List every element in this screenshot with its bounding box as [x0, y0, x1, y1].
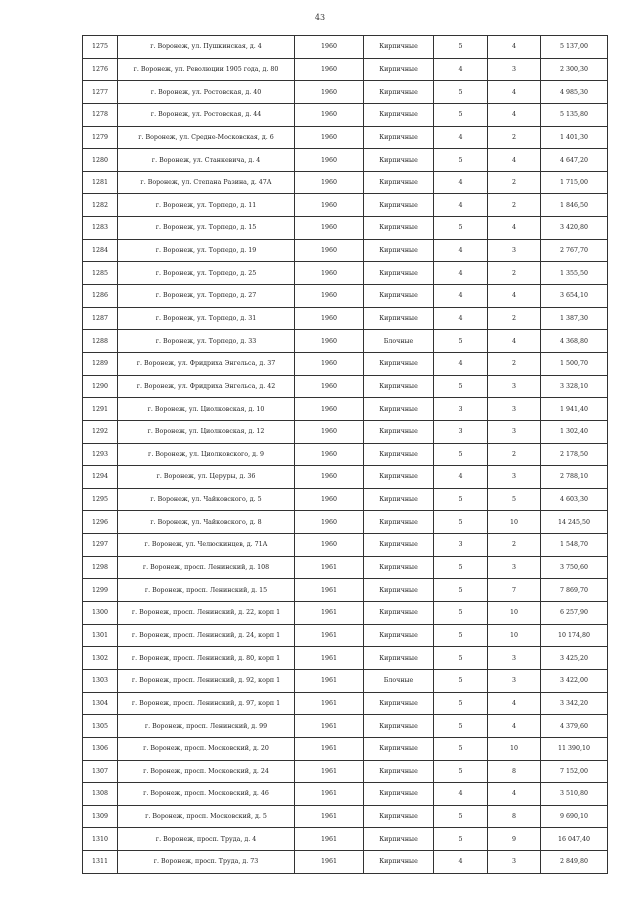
address-cell: г. Воронеж, ул. Средне-Московская, д. 6	[118, 126, 295, 149]
wall-material-cell: Кирпичные	[364, 307, 434, 330]
row-number-cell: 1290	[83, 375, 118, 398]
row-number-cell: 1301	[83, 624, 118, 647]
year-cell: 1961	[295, 624, 364, 647]
area-cell: 4 985,30	[541, 81, 608, 104]
wall-material-cell: Кирпичные	[364, 783, 434, 806]
year-cell: 1960	[295, 171, 364, 194]
address-cell: г. Воронеж, ул. Торпедо, д. 31	[118, 307, 295, 330]
address-cell: г. Воронеж, ул. Торпедо, д. 11	[118, 194, 295, 217]
floors-cell: 4	[434, 851, 488, 874]
row-number-cell: 1302	[83, 647, 118, 670]
wall-material-cell: Кирпичные	[364, 647, 434, 670]
table-row	[83, 556, 608, 579]
area-cell: 1 715,00	[541, 171, 608, 194]
row-number-cell: 1309	[83, 805, 118, 828]
row-number-cell: 1283	[83, 217, 118, 240]
year-cell: 1960	[295, 420, 364, 443]
table-row	[83, 81, 608, 104]
year-cell: 1960	[295, 103, 364, 126]
wall-material-cell: Кирпичные	[364, 579, 434, 602]
entrances-cell: 4	[488, 103, 541, 126]
area-cell: 2 849,80	[541, 851, 608, 874]
floors-cell: 3	[434, 534, 488, 557]
address-cell: г. Воронеж, ул. Торпедо, д. 33	[118, 330, 295, 353]
table-row	[83, 783, 608, 806]
entrances-cell: 10	[488, 624, 541, 647]
area-cell: 3 750,60	[541, 556, 608, 579]
table-row	[83, 602, 608, 625]
entrances-cell: 4	[488, 715, 541, 738]
wall-material-cell: Кирпичные	[364, 194, 434, 217]
floors-cell: 5	[434, 556, 488, 579]
table-body	[83, 36, 608, 874]
area-cell: 14 245,50	[541, 511, 608, 534]
wall-material-cell: Кирпичные	[364, 534, 434, 557]
wall-material-cell: Кирпичные	[364, 262, 434, 285]
entrances-cell: 3	[488, 375, 541, 398]
year-cell: 1961	[295, 737, 364, 760]
address-cell: г. Воронеж, просп. Ленинский, д. 92, корп 1	[118, 669, 295, 692]
year-cell: 1961	[295, 851, 364, 874]
address-cell: г. Воронеж, ул. Степана Разина, д. 47А	[118, 171, 295, 194]
table-row	[83, 217, 608, 240]
floors-cell: 5	[434, 330, 488, 353]
table-row	[83, 375, 608, 398]
address-cell: г. Воронеж, просп. Ленинский, д. 97, корп 1	[118, 692, 295, 715]
table-row	[83, 58, 608, 81]
address-cell: г. Воронеж, просп. Ленинский, д. 99	[118, 715, 295, 738]
year-cell: 1960	[295, 511, 364, 534]
wall-material-cell: Кирпичные	[364, 420, 434, 443]
area-cell: 7 869,70	[541, 579, 608, 602]
year-cell: 1960	[295, 534, 364, 557]
floors-cell: 4	[434, 783, 488, 806]
floors-cell: 5	[434, 443, 488, 466]
table-row	[83, 352, 608, 375]
table-row	[83, 398, 608, 421]
row-number-cell: 1299	[83, 579, 118, 602]
wall-material-cell: Кирпичные	[364, 511, 434, 534]
year-cell: 1960	[295, 36, 364, 59]
area-cell: 4 379,60	[541, 715, 608, 738]
floors-cell: 4	[434, 285, 488, 308]
address-cell: г. Воронеж, ул. Торпедо, д. 25	[118, 262, 295, 285]
area-cell: 1 401,30	[541, 126, 608, 149]
area-cell: 1 387,30	[541, 307, 608, 330]
entrances-cell: 3	[488, 647, 541, 670]
address-cell: г. Воронеж, ул. Чайковского, д. 8	[118, 511, 295, 534]
year-cell: 1961	[295, 647, 364, 670]
wall-material-cell: Кирпичные	[364, 443, 434, 466]
year-cell: 1961	[295, 579, 364, 602]
area-cell: 4 647,20	[541, 149, 608, 172]
row-number-cell: 1305	[83, 715, 118, 738]
floors-cell: 5	[434, 669, 488, 692]
address-cell: г. Воронеж, просп. Ленинский, д. 15	[118, 579, 295, 602]
floors-cell: 5	[434, 579, 488, 602]
address-cell: г. Воронеж, ул. Циолковская, д. 12	[118, 420, 295, 443]
row-number-cell: 1279	[83, 126, 118, 149]
row-number-cell: 1304	[83, 692, 118, 715]
entrances-cell: 3	[488, 58, 541, 81]
row-number-cell: 1278	[83, 103, 118, 126]
entrances-cell: 4	[488, 36, 541, 59]
year-cell: 1960	[295, 194, 364, 217]
row-number-cell: 1295	[83, 488, 118, 511]
table-row	[83, 715, 608, 738]
row-number-cell: 1287	[83, 307, 118, 330]
wall-material-cell: Кирпичные	[364, 466, 434, 489]
table-row	[83, 285, 608, 308]
address-cell: г. Воронеж, просп. Ленинский, д. 80, корп 1	[118, 647, 295, 670]
table-row	[83, 307, 608, 330]
row-number-cell: 1308	[83, 783, 118, 806]
year-cell: 1961	[295, 760, 364, 783]
area-cell: 10 174,80	[541, 624, 608, 647]
floors-cell: 5	[434, 217, 488, 240]
table-row	[83, 737, 608, 760]
entrances-cell: 2	[488, 194, 541, 217]
year-cell: 1961	[295, 783, 364, 806]
year-cell: 1961	[295, 602, 364, 625]
floors-cell: 5	[434, 760, 488, 783]
row-number-cell: 1306	[83, 737, 118, 760]
address-cell: г. Воронеж, ул. Фридриха Энгельса, д. 42	[118, 375, 295, 398]
area-cell: 3 510,80	[541, 783, 608, 806]
row-number-cell: 1293	[83, 443, 118, 466]
wall-material-cell: Кирпичные	[364, 352, 434, 375]
area-cell: 3 422,00	[541, 669, 608, 692]
year-cell: 1960	[295, 330, 364, 353]
entrances-cell: 4	[488, 783, 541, 806]
page-number: 43	[314, 13, 326, 22]
area-cell: 5 137,00	[541, 36, 608, 59]
row-number-cell: 1292	[83, 420, 118, 443]
entrances-cell: 4	[488, 217, 541, 240]
area-cell: 1 355,50	[541, 262, 608, 285]
entrances-cell: 4	[488, 81, 541, 104]
area-cell: 2 788,10	[541, 466, 608, 489]
floors-cell: 5	[434, 715, 488, 738]
year-cell: 1960	[295, 488, 364, 511]
floors-cell: 5	[434, 36, 488, 59]
entrances-cell: 4	[488, 692, 541, 715]
floors-cell: 4	[434, 262, 488, 285]
area-cell: 1 500,70	[541, 352, 608, 375]
area-cell: 6 257,90	[541, 602, 608, 625]
row-number-cell: 1285	[83, 262, 118, 285]
wall-material-cell: Кирпичные	[364, 239, 434, 262]
wall-material-cell: Кирпичные	[364, 692, 434, 715]
entrances-cell: 3	[488, 420, 541, 443]
floors-cell: 4	[434, 58, 488, 81]
address-cell: г. Воронеж, ул. Ростовская, д. 44	[118, 103, 295, 126]
wall-material-cell: Кирпичные	[364, 737, 434, 760]
table-row	[83, 488, 608, 511]
wall-material-cell: Кирпичные	[364, 760, 434, 783]
entrances-cell: 3	[488, 669, 541, 692]
area-cell: 1 548,70	[541, 534, 608, 557]
area-cell: 3 425,20	[541, 647, 608, 670]
entrances-cell: 2	[488, 171, 541, 194]
table-row	[83, 420, 608, 443]
floors-cell: 4	[434, 194, 488, 217]
area-cell: 2 300,30	[541, 58, 608, 81]
table-row	[83, 692, 608, 715]
year-cell: 1960	[295, 217, 364, 240]
wall-material-cell: Кирпичные	[364, 602, 434, 625]
entrances-cell: 7	[488, 579, 541, 602]
year-cell: 1960	[295, 262, 364, 285]
address-cell: г. Воронеж, ул. Циолковская, д. 10	[118, 398, 295, 421]
wall-material-cell: Кирпичные	[364, 36, 434, 59]
address-cell: г. Воронеж, просп. Московский, д. 24	[118, 760, 295, 783]
area-cell: 11 390,10	[541, 737, 608, 760]
table-row	[83, 126, 608, 149]
year-cell: 1960	[295, 375, 364, 398]
address-cell: г. Воронеж, ул. Ростовская, д. 40	[118, 81, 295, 104]
area-cell: 4 603,30	[541, 488, 608, 511]
table-row	[83, 36, 608, 59]
row-number-cell: 1276	[83, 58, 118, 81]
row-number-cell: 1311	[83, 851, 118, 874]
table-row	[83, 171, 608, 194]
address-cell: г. Воронеж, ул. Торпедо, д. 19	[118, 239, 295, 262]
year-cell: 1960	[295, 443, 364, 466]
row-number-cell: 1280	[83, 149, 118, 172]
entrances-cell: 10	[488, 511, 541, 534]
address-cell: г. Воронеж, просп. Московский, д. 46	[118, 783, 295, 806]
table-row	[83, 828, 608, 851]
year-cell: 1961	[295, 828, 364, 851]
wall-material-cell: Кирпичные	[364, 624, 434, 647]
table-row	[83, 149, 608, 172]
address-cell: г. Воронеж, просп. Московский, д. 20	[118, 737, 295, 760]
floors-cell: 4	[434, 352, 488, 375]
table-row	[83, 443, 608, 466]
entrances-cell: 2	[488, 262, 541, 285]
area-cell: 3 420,80	[541, 217, 608, 240]
wall-material-cell: Кирпичные	[364, 171, 434, 194]
entrances-cell: 3	[488, 466, 541, 489]
floors-cell: 4	[434, 126, 488, 149]
row-number-cell: 1303	[83, 669, 118, 692]
wall-material-cell: Блочные	[364, 669, 434, 692]
address-cell: г. Воронеж, ул. Церуры, д. 36	[118, 466, 295, 489]
address-cell: г. Воронеж, просп. Труда, д. 73	[118, 851, 295, 874]
entrances-cell: 2	[488, 307, 541, 330]
floors-cell: 5	[434, 805, 488, 828]
address-cell: г. Воронеж, просп. Ленинский, д. 24, корп 1	[118, 624, 295, 647]
entrances-cell: 8	[488, 805, 541, 828]
address-cell: г. Воронеж, ул. Торпедо, д. 27	[118, 285, 295, 308]
floors-cell: 5	[434, 602, 488, 625]
wall-material-cell: Кирпичные	[364, 851, 434, 874]
entrances-cell: 3	[488, 239, 541, 262]
row-number-cell: 1291	[83, 398, 118, 421]
year-cell: 1960	[295, 149, 364, 172]
address-cell: г. Воронеж, просп. Ленинский, д. 22, корп 1	[118, 602, 295, 625]
floors-cell: 5	[434, 737, 488, 760]
area-cell: 1 941,40	[541, 398, 608, 421]
address-cell: г. Воронеж, просп. Московский, д. 5	[118, 805, 295, 828]
table-row	[83, 330, 608, 353]
entrances-cell: 2	[488, 443, 541, 466]
table-row	[83, 647, 608, 670]
area-cell: 4 368,80	[541, 330, 608, 353]
area-cell: 2 767,70	[541, 239, 608, 262]
row-number-cell: 1298	[83, 556, 118, 579]
entrances-cell: 2	[488, 534, 541, 557]
floors-cell: 5	[434, 511, 488, 534]
year-cell: 1961	[295, 805, 364, 828]
address-cell: г. Воронеж, ул. Циолковского, д. 9	[118, 443, 295, 466]
entrances-cell: 4	[488, 149, 541, 172]
year-cell: 1960	[295, 58, 364, 81]
table-row	[83, 511, 608, 534]
year-cell: 1961	[295, 692, 364, 715]
year-cell: 1960	[295, 126, 364, 149]
year-cell: 1960	[295, 285, 364, 308]
floors-cell: 5	[434, 647, 488, 670]
wall-material-cell: Кирпичные	[364, 715, 434, 738]
row-number-cell: 1296	[83, 511, 118, 534]
floors-cell: 3	[434, 420, 488, 443]
table-row	[83, 579, 608, 602]
floors-cell: 5	[434, 624, 488, 647]
address-cell: г. Воронеж, ул. Пушкинская, д. 4	[118, 36, 295, 59]
row-number-cell: 1286	[83, 285, 118, 308]
year-cell: 1961	[295, 669, 364, 692]
address-cell: г. Воронеж, ул. Челюскинцев, д. 71А	[118, 534, 295, 557]
entrances-cell: 3	[488, 556, 541, 579]
address-cell: г. Воронеж, ул. Революции 1905 года, д. 80	[118, 58, 295, 81]
floors-cell: 5	[434, 149, 488, 172]
row-number-cell: 1284	[83, 239, 118, 262]
address-cell: г. Воронеж, просп. Ленинский, д. 108	[118, 556, 295, 579]
year-cell: 1961	[295, 715, 364, 738]
row-number-cell: 1310	[83, 828, 118, 851]
year-cell: 1960	[295, 239, 364, 262]
entrances-cell: 9	[488, 828, 541, 851]
entrances-cell: 10	[488, 602, 541, 625]
entrances-cell: 10	[488, 737, 541, 760]
address-cell: г. Воронеж, просп. Труда, д. 4	[118, 828, 295, 851]
entrances-cell: 2	[488, 352, 541, 375]
entrances-cell: 8	[488, 760, 541, 783]
area-cell: 3 654,10	[541, 285, 608, 308]
floors-cell: 4	[434, 466, 488, 489]
table-row	[83, 760, 608, 783]
table-row	[83, 624, 608, 647]
area-cell: 9 690,10	[541, 805, 608, 828]
floors-cell: 5	[434, 488, 488, 511]
row-number-cell: 1300	[83, 602, 118, 625]
area-cell: 5 135,80	[541, 103, 608, 126]
floors-cell: 4	[434, 239, 488, 262]
row-number-cell: 1297	[83, 534, 118, 557]
table-row	[83, 851, 608, 874]
floors-cell: 5	[434, 103, 488, 126]
row-number-cell: 1281	[83, 171, 118, 194]
year-cell: 1960	[295, 81, 364, 104]
year-cell: 1960	[295, 307, 364, 330]
wall-material-cell: Кирпичные	[364, 217, 434, 240]
floors-cell: 5	[434, 828, 488, 851]
wall-material-cell: Кирпичные	[364, 103, 434, 126]
row-number-cell: 1288	[83, 330, 118, 353]
table-row	[83, 534, 608, 557]
year-cell: 1960	[295, 352, 364, 375]
wall-material-cell: Кирпичные	[364, 556, 434, 579]
wall-material-cell: Кирпичные	[364, 398, 434, 421]
entrances-cell: 4	[488, 285, 541, 308]
table-row	[83, 262, 608, 285]
housing-register-table	[82, 35, 608, 874]
area-cell: 2 178,50	[541, 443, 608, 466]
floors-cell: 4	[434, 307, 488, 330]
table-row	[83, 669, 608, 692]
area-cell: 7 152,00	[541, 760, 608, 783]
row-number-cell: 1294	[83, 466, 118, 489]
table-row	[83, 466, 608, 489]
floors-cell: 3	[434, 398, 488, 421]
wall-material-cell: Кирпичные	[364, 149, 434, 172]
table-row	[83, 805, 608, 828]
year-cell: 1960	[295, 466, 364, 489]
wall-material-cell: Кирпичные	[364, 488, 434, 511]
entrances-cell: 3	[488, 398, 541, 421]
floors-cell: 5	[434, 375, 488, 398]
area-cell: 1 302,40	[541, 420, 608, 443]
area-cell: 3 328,10	[541, 375, 608, 398]
address-cell: г. Воронеж, ул. Торпедо, д. 15	[118, 217, 295, 240]
table-row	[83, 239, 608, 262]
floors-cell: 5	[434, 692, 488, 715]
address-cell: г. Воронеж, ул. Станкевича, д. 4	[118, 149, 295, 172]
wall-material-cell: Кирпичные	[364, 805, 434, 828]
row-number-cell: 1275	[83, 36, 118, 59]
entrances-cell: 5	[488, 488, 541, 511]
entrances-cell: 3	[488, 851, 541, 874]
floors-cell: 5	[434, 81, 488, 104]
row-number-cell: 1289	[83, 352, 118, 375]
wall-material-cell: Кирпичные	[364, 828, 434, 851]
table-row	[83, 194, 608, 217]
table-row	[83, 103, 608, 126]
row-number-cell: 1282	[83, 194, 118, 217]
row-number-cell: 1307	[83, 760, 118, 783]
wall-material-cell: Кирпичные	[364, 58, 434, 81]
area-cell: 1 846,50	[541, 194, 608, 217]
wall-material-cell: Кирпичные	[364, 285, 434, 308]
entrances-cell: 4	[488, 330, 541, 353]
area-cell: 16 047,40	[541, 828, 608, 851]
address-cell: г. Воронеж, ул. Чайковского, д. 5	[118, 488, 295, 511]
row-number-cell: 1277	[83, 81, 118, 104]
entrances-cell: 2	[488, 126, 541, 149]
floors-cell: 4	[434, 171, 488, 194]
wall-material-cell: Кирпичные	[364, 375, 434, 398]
wall-material-cell: Кирпичные	[364, 126, 434, 149]
year-cell: 1961	[295, 556, 364, 579]
year-cell: 1960	[295, 398, 364, 421]
wall-material-cell: Кирпичные	[364, 81, 434, 104]
address-cell: г. Воронеж, ул. Фридриха Энгельса, д. 37	[118, 352, 295, 375]
wall-material-cell: Блочные	[364, 330, 434, 353]
area-cell: 3 342,20	[541, 692, 608, 715]
